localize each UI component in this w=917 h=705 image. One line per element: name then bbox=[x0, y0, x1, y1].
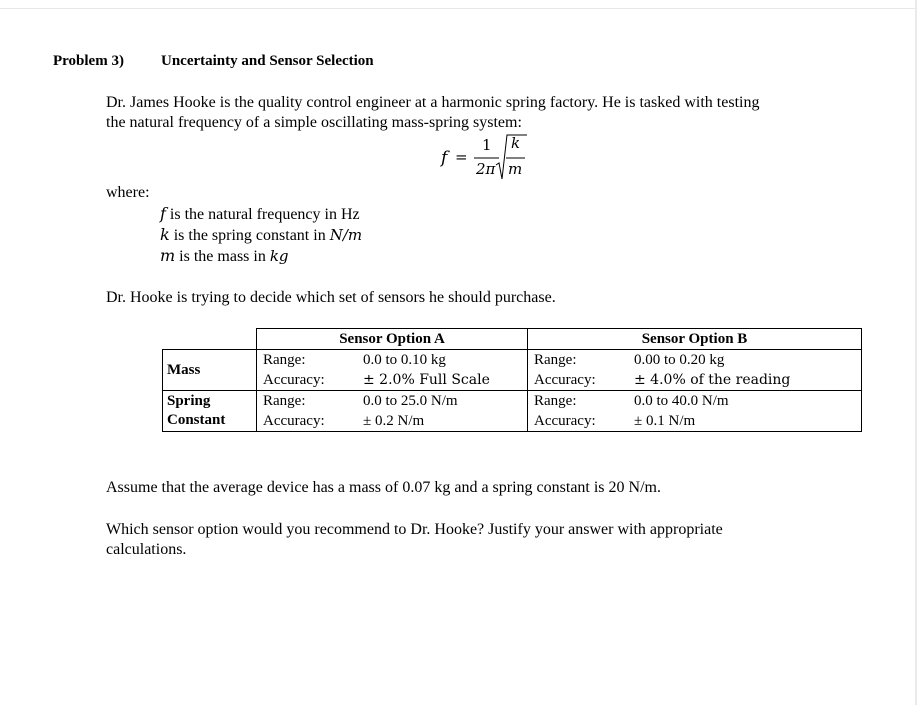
table-row bbox=[163, 350, 862, 391]
spec-value: ± 0.1 N/m bbox=[634, 413, 696, 429]
spec-key: Range: bbox=[534, 393, 577, 409]
mass-option-b bbox=[528, 350, 862, 391]
where-item-f bbox=[160, 204, 360, 225]
where-text-m: is the mass in bbox=[175, 248, 270, 265]
page-top-edge bbox=[0, 0, 917, 9]
spec-pair bbox=[261, 370, 523, 390]
spec-pair bbox=[261, 411, 523, 431]
spec-pair bbox=[532, 391, 857, 411]
symbol-f: f bbox=[160, 204, 166, 223]
formula-denominator: 2π bbox=[476, 160, 496, 178]
where-text-f: is the natural frequency in Hz bbox=[165, 206, 360, 223]
unit-k: N/m bbox=[329, 226, 363, 244]
where-label: where: bbox=[106, 184, 150, 201]
spring-option-b bbox=[528, 391, 862, 432]
problem-title: Uncertainty and Sensor Selection bbox=[161, 53, 374, 69]
where-text-k: is the spring constant in bbox=[169, 227, 330, 244]
intro-line-1: Dr. James Hooke is the quality control engineer at a harmonic spring factory. He is tasked with testing bbox=[106, 94, 760, 111]
formula-numerator: 1 bbox=[482, 136, 492, 154]
spec-value: 0.0 to 40.0 N/m bbox=[634, 393, 729, 409]
spec-pair bbox=[532, 350, 857, 370]
table-row bbox=[163, 391, 862, 432]
header-option-a: Sensor Option A bbox=[257, 329, 528, 350]
frequency-formula bbox=[441, 131, 551, 183]
sensor-comparison-table bbox=[162, 328, 862, 432]
spec-pair bbox=[532, 411, 857, 431]
mass-option-a bbox=[257, 350, 528, 391]
spec-key: Accuracy: bbox=[263, 372, 325, 388]
spec-key: Range: bbox=[263, 393, 306, 409]
spec-key: Range: bbox=[534, 352, 577, 368]
question-line-2: calculations. bbox=[106, 541, 187, 558]
decision-text: Dr. Hooke is trying to decide which set of sensors he should purchase. bbox=[106, 289, 556, 306]
empty-corner-cell bbox=[163, 329, 257, 350]
spec-pair bbox=[532, 370, 857, 390]
spec-key: Range: bbox=[263, 352, 306, 368]
symbol-m: m bbox=[160, 246, 176, 265]
spring-option-a bbox=[257, 391, 528, 432]
spec-pair bbox=[261, 391, 523, 411]
row-label-line: Spring bbox=[167, 393, 211, 409]
spec-key: Accuracy: bbox=[534, 372, 596, 388]
header-option-b: Sensor Option B bbox=[528, 329, 862, 350]
spec-value: 0.00 to 0.20 kg bbox=[634, 352, 725, 368]
spec-key: Accuracy: bbox=[534, 413, 596, 429]
spec-pair bbox=[261, 350, 523, 370]
formula-lhs: f bbox=[441, 148, 448, 168]
table-header-row bbox=[163, 329, 862, 350]
intro-line-2: the natural frequency of a simple oscillating mass-spring system: bbox=[106, 114, 522, 131]
formula-equals: = bbox=[455, 148, 468, 166]
row-label-spring-constant bbox=[163, 391, 257, 432]
assumption-text: Assume that the average device has a mass of 0.07 kg and a spring constant is 20 N/m. bbox=[106, 479, 661, 496]
spec-key: Accuracy: bbox=[263, 413, 325, 429]
spec-value: 0.0 to 25.0 N/m bbox=[363, 393, 458, 409]
spec-value: ± 0.2 N/m bbox=[363, 413, 425, 429]
formula-root-denominator: m bbox=[508, 160, 523, 178]
spec-value: 0.0 to 0.10 kg bbox=[363, 352, 446, 368]
unit-m: kg bbox=[269, 247, 289, 265]
problem-number: Problem 3) bbox=[53, 53, 124, 69]
row-label-line: Constant bbox=[167, 412, 226, 428]
row-label-mass: Mass bbox=[163, 350, 257, 391]
formula-fraction-bars bbox=[441, 131, 551, 183]
symbol-k: k bbox=[160, 225, 170, 244]
spec-value: ± 4.0% of the reading bbox=[634, 372, 791, 388]
where-item-k bbox=[160, 225, 362, 246]
where-item-m bbox=[160, 246, 289, 267]
sqrt-sign bbox=[496, 135, 527, 179]
spec-value: ± 2.0% Full Scale bbox=[363, 372, 490, 388]
question-line-1: Which sensor option would you recommend to Dr. Hooke? Justify your answer with appropriate bbox=[106, 521, 723, 538]
formula-root-numerator: k bbox=[511, 134, 521, 152]
